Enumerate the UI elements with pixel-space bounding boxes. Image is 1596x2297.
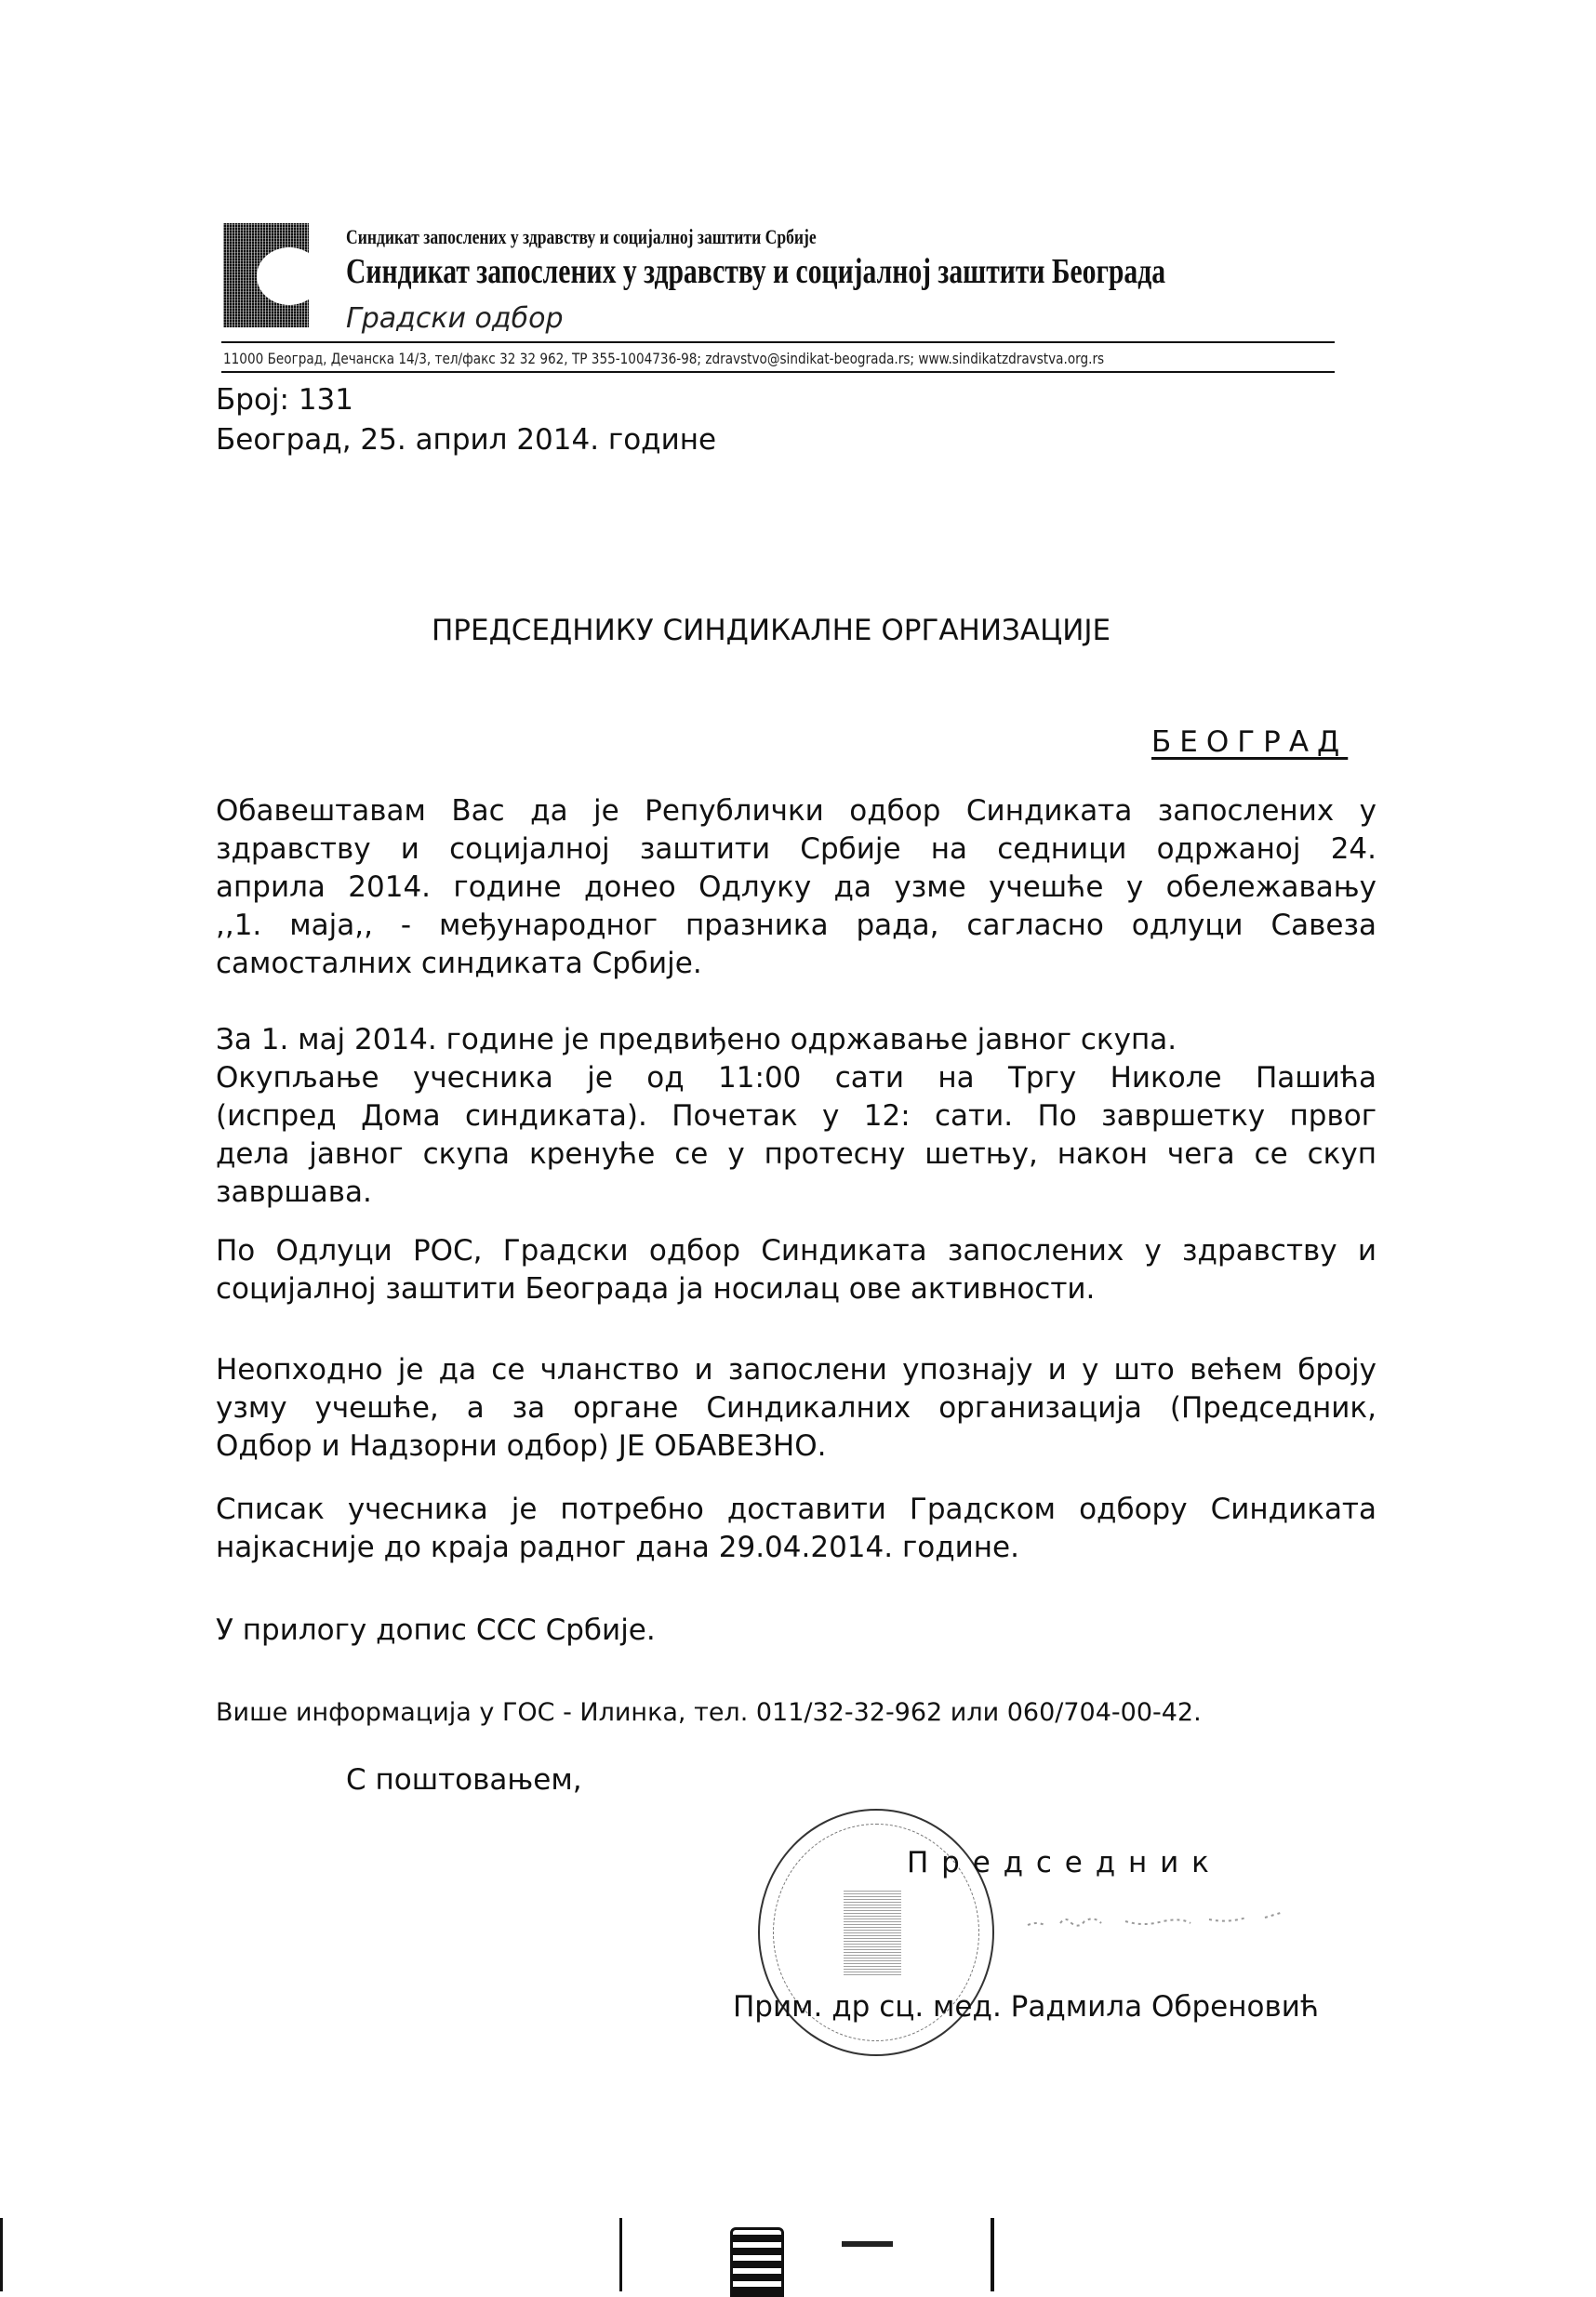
letterhead-address: 11000 Београд, Дечанска 14/3, тел/факс 32 32 962, ТР 355-1004736-98; zdravstvo@sindikat-beograda.rs; www.sindikatzdravstva.org.rs: [223, 350, 1105, 367]
closing-salutation: С поштовањем,: [346, 1763, 582, 1797]
paragraph-line: дела јавног скупа кренуће се у протесну шетњу, након чега се скуп: [216, 1137, 1377, 1171]
body-paragraph-4: [216, 1351, 1377, 1466]
handwritten-signature-icon: [1023, 1906, 1293, 1934]
recipient-city: БЕОГРАД: [1151, 725, 1349, 759]
paragraph-line: Окупљање учесника је од 11:00 сати на Тргу Николе Пашића: [216, 1061, 1377, 1095]
signatory-name: Прим. др сц. мед. Радмила Обреновић: [733, 1990, 1320, 2024]
letterhead-org-city: Синдикат запослених у здравству и социјалној заштити Београда: [346, 252, 1166, 291]
document-date: Београд, 25. април 2014. године: [216, 423, 717, 457]
paragraph-line: За 1. мај 2014. године је предвиђено одржавање јавног скупа.: [216, 1023, 1177, 1056]
recipient-title: ПРЕДСЕДНИКУ СИНДИКАЛНЕ ОРГАНИЗАЦИЈЕ: [432, 614, 1111, 647]
scan-artifact-mark: [842, 2241, 893, 2247]
body-paragraph-1: [216, 792, 1377, 983]
paragraph-line: самосталних синдиката Србије.: [216, 947, 702, 980]
scan-artifact-mark: [730, 2227, 784, 2297]
letterhead-rule-bottom: [221, 371, 1335, 373]
paragraph-line: завршава.: [216, 1175, 372, 1209]
paragraph-line: здравству и социјалној заштити Србије на седници одржаној 24.: [216, 832, 1377, 866]
paragraph-line: узму учешће, а за органе Синдикалних организација (Председник,: [216, 1391, 1377, 1425]
letterhead-org-national: Синдикат запослених у здравству и социјалној заштити Србије: [346, 225, 817, 248]
scan-edge-line: [619, 2218, 622, 2291]
contact-note: Више информација у ГОС - Илинка, тел. 011/32-32-962 или 060/704-00-42.: [216, 1698, 1202, 1727]
letterhead-department: Градски одбор: [346, 302, 564, 335]
paragraph-line: ,,1. маја,, - међународног празника рада, сагласно одлуци Савеза: [216, 909, 1377, 942]
paragraph-line: социјалној заштити Београда ја носилац ове активности.: [216, 1272, 1096, 1306]
body-paragraph-2: [216, 1021, 1377, 1212]
paragraph-line: Неопходно је да се чланство и запослени упознају и у што већем броју: [216, 1353, 1377, 1387]
paragraph-line: априла 2014. године донео Одлуку да узме учешће у обележавању: [216, 870, 1377, 904]
body-paragraph-3: [216, 1232, 1377, 1308]
paragraph-line: (испред Дома синдиката). Почетак у 12: сати. По завршетку првог: [216, 1099, 1377, 1133]
union-logo-icon: [223, 223, 309, 327]
paragraph-line: По Одлуци РОС, Градски одбор Синдиката запослених у здравству и: [216, 1234, 1377, 1268]
paragraph-line: најкасније до краја радног дана 29.04.2014. године.: [216, 1531, 1019, 1564]
scan-edge-line: [0, 2218, 3, 2291]
scan-edge-line: [991, 2218, 994, 2291]
attachment-note: У прилогу допис ССС Србије.: [216, 1613, 656, 1647]
signatory-role: П р е д с е д н и к: [907, 1846, 1211, 1879]
paragraph-line: Списак учесника је потребно доставити Градском одбору Синдиката: [216, 1493, 1377, 1526]
body-paragraph-5: [216, 1491, 1377, 1567]
paragraph-line: Обавештавам Вас да је Републички одбор Синдиката запослених у: [216, 794, 1377, 828]
paragraph-line: Одбор и Надзорни одбор) ЈЕ ОБАВЕЗНО.: [216, 1429, 827, 1463]
letterhead-rule-top: [221, 341, 1335, 343]
document-number: Број: 131: [216, 383, 353, 417]
